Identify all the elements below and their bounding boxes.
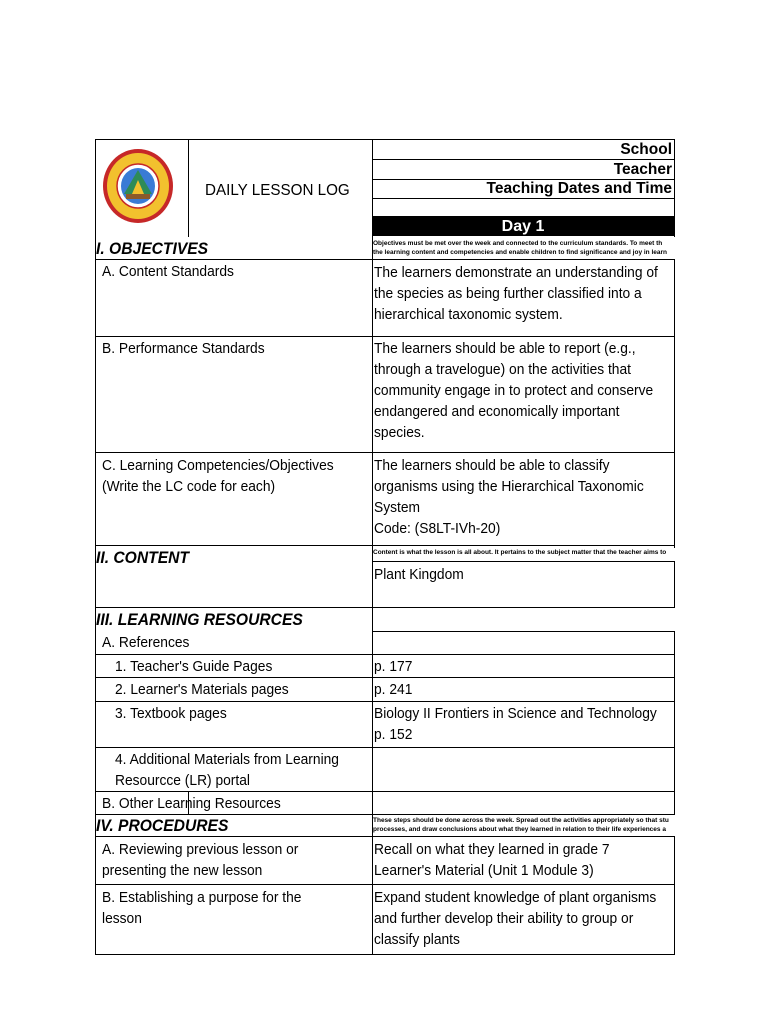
procedures-heading: IV. PROCEDURES: [96, 816, 229, 835]
day-label: Day 1: [501, 218, 545, 235]
references-label: A. References: [102, 634, 190, 651]
learners-materials-label: 2. Learner's Materials pages: [115, 681, 289, 698]
content-heading: II. CONTENT: [96, 548, 189, 567]
additional-materials-label: 4. Additional Materials from Learning Resourcce (LR) portal: [115, 751, 339, 789]
establishing-purpose-label: B. Establishing a purpose for the lesson: [102, 889, 302, 927]
establishing-purpose-value: Expand student knowledge of plant organisms and further develop their ability to group or classify plants: [374, 889, 657, 948]
content-note: Content is what the lesson is all about. It pertains to the subject matter that the teacher aims to: [373, 549, 667, 556]
teaching-dates-label: Teaching Dates and Time: [486, 180, 672, 197]
performance-standards-value: The learners should be able to report (e.g., through a travelogue) on the activities that community engage in to protect and conserve endangered and economically important species.: [374, 340, 654, 441]
learners-materials-value: p. 241: [374, 681, 413, 698]
textbook-pages-value: Biology II Frontiers in Science and Technology p. 152: [374, 705, 657, 743]
learning-competencies-value: The learners should be able to classify organisms using the Hierarchical Taxonomic System Code: (S8LT-IVh-20): [374, 457, 644, 537]
teachers-guide-value: p. 177: [374, 658, 413, 675]
content-standards-value: The learners demonstrate an understanding of the species as being further classified into a hierarchical taxonomic system.: [374, 264, 658, 323]
reviewing-lesson-label: A. Reviewing previous lesson or presenting the new lesson: [102, 841, 299, 879]
teachers-guide-label: 1. Teacher's Guide Pages: [115, 658, 273, 675]
performance-standards-label: B. Performance Standards: [102, 340, 265, 357]
page-title: DAILY LESSON LOG: [205, 182, 350, 199]
school-label: School: [620, 141, 672, 158]
other-resources-label: B. Other Learning Resources: [102, 795, 281, 812]
textbook-pages-label: 3. Textbook pages: [115, 705, 227, 722]
objectives-note: Objectives must be met over the week and connected to the curriculum standards. To meet th the learning content and competencies and enable children to find significance and joy in learn: [373, 240, 667, 256]
division-seal-logo: [102, 148, 174, 224]
day-header: [372, 217, 674, 236]
learning-resources-heading: III. LEARNING RESOURCES: [96, 610, 303, 629]
learning-competencies-label: C. Learning Competencies/Objectives (Write the LC code for each): [102, 457, 334, 495]
content-standards-label: A. Content Standards: [102, 263, 234, 280]
reviewing-lesson-value: Recall on what they learned in grade 7 Learner's Material (Unit 1 Module 3): [374, 841, 610, 879]
teacher-label: Teacher: [613, 161, 672, 178]
procedures-note: These steps should be done across the week. Spread out the activities appropriately so that stu processes, and draw conclusions about what they learned in relation to their life experiences a: [373, 817, 669, 833]
objectives-heading: I. OBJECTIVES: [96, 239, 209, 258]
content-value: Plant Kingdom: [374, 566, 464, 583]
